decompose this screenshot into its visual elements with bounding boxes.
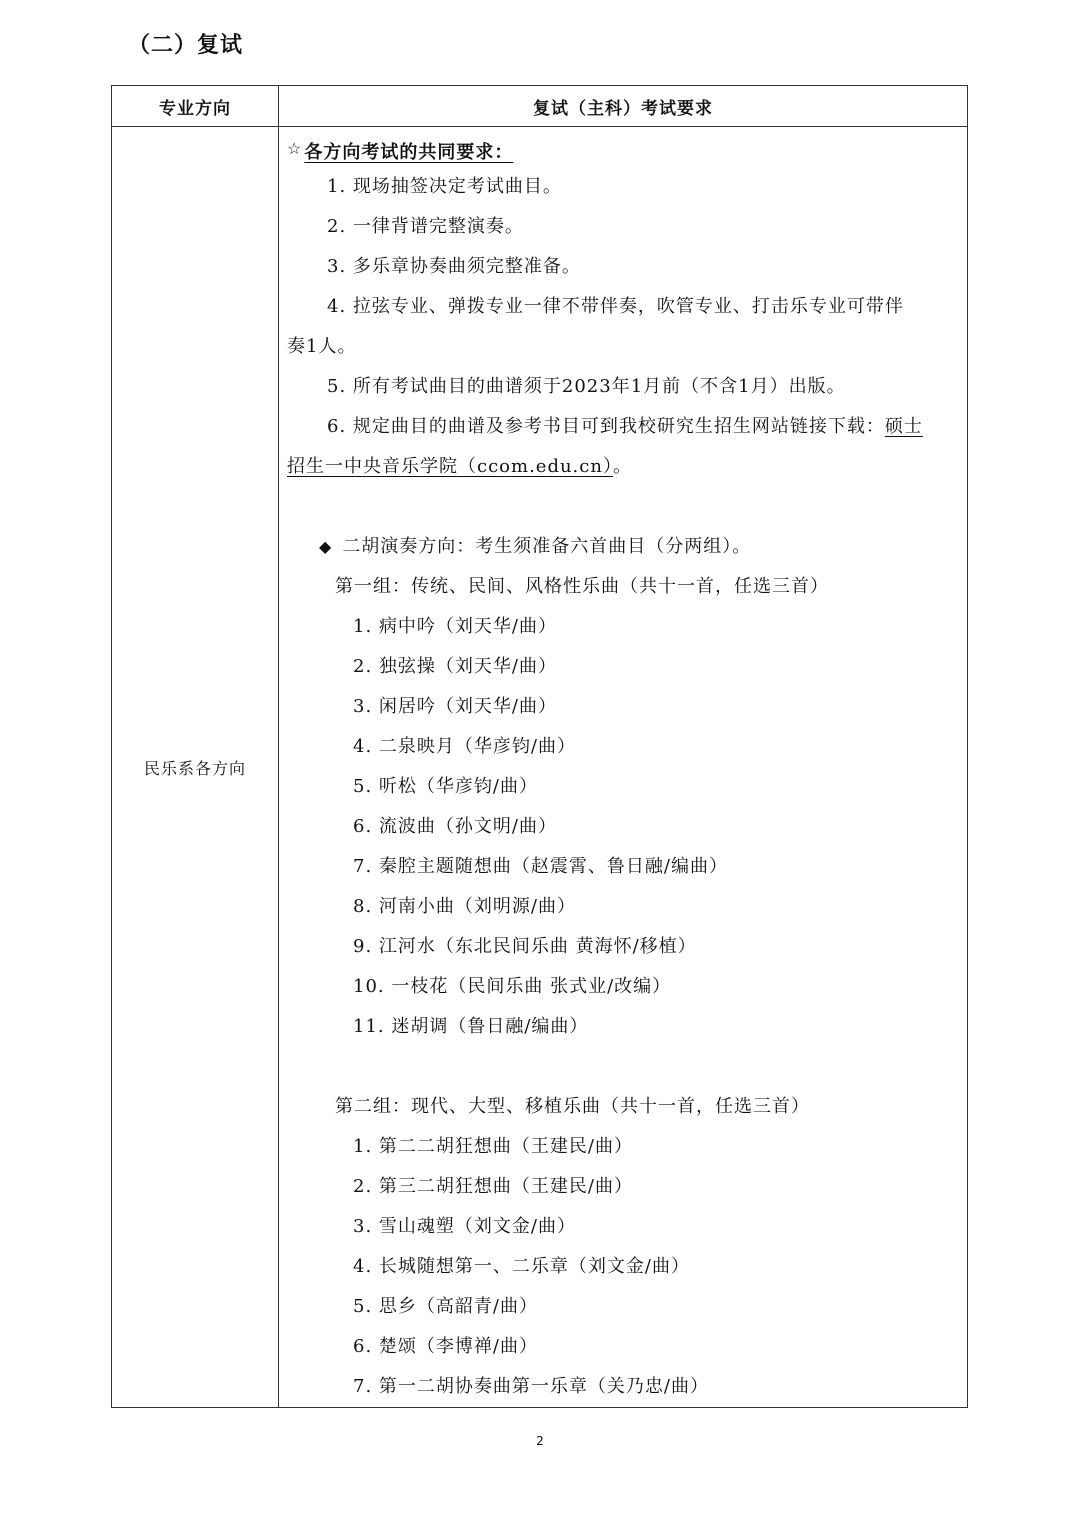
erhu-heading: 二胡演奏方向：考生须准备六首曲目（分两组）。 bbox=[342, 536, 752, 557]
common-item: 奏1人。 bbox=[287, 336, 357, 357]
group2-item: 7. 第一二胡协奏曲第一乐章（关乃忠/曲） bbox=[353, 1376, 709, 1397]
common-item-download-cont bbox=[287, 455, 632, 479]
group1-item: 10. 一枝花（民间乐曲 张式业/改编） bbox=[353, 976, 672, 997]
star-icon: ☆ bbox=[287, 139, 303, 158]
group2-item: 3. 雪山魂塑（刘文金/曲） bbox=[353, 1216, 576, 1237]
common-item: 4. 拉弦专业、弹拨专业一律不带伴奏，吹管专业、打击乐专业可带伴 bbox=[327, 296, 904, 317]
header-major-direction: 专业方向 bbox=[159, 98, 231, 119]
erhu-heading-line bbox=[319, 535, 751, 559]
group2-item: 5. 思乡（高韶青/曲） bbox=[353, 1296, 538, 1317]
group1-item: 7. 秦腔主题随想曲（赵震霄、鲁日融/编曲） bbox=[353, 856, 728, 877]
common-item: 5. 所有考试曲目的曲谱须于2023年1月前（不含1月）出版。 bbox=[327, 376, 846, 397]
common-item-download bbox=[327, 415, 923, 439]
group2-item: 2. 第三二胡狂想曲（王建民/曲） bbox=[353, 1176, 633, 1197]
header-exam-requirements: 复试（主科）考试要求 bbox=[533, 98, 713, 119]
group1-item: 1. 病中吟（刘天华/曲） bbox=[353, 616, 557, 637]
group1-item: 4. 二泉映月（华彦钧/曲） bbox=[353, 736, 576, 757]
group1-title: 第一组：传统、民间、风格性乐曲（共十一首，任选三首） bbox=[335, 576, 829, 597]
common-item: 1. 现场抽签决定考试曲目。 bbox=[327, 176, 562, 197]
page-number: 2 bbox=[536, 1434, 544, 1448]
download-text: 6. 规定曲目的曲谱及参考书目可到我校研究生招生网站链接下载： bbox=[327, 416, 885, 437]
group1-item: 8. 河南小曲（刘明源/曲） bbox=[353, 896, 576, 917]
group1-item: 9. 江河水（东北民间乐曲 黄海怀/移植） bbox=[353, 936, 697, 957]
group1-item: 3. 闲居吟（刘天华/曲） bbox=[353, 696, 557, 717]
download-end: 。 bbox=[612, 456, 632, 477]
requirements-table bbox=[111, 85, 968, 1408]
common-heading: 各方向考试的共同要求： bbox=[304, 142, 514, 163]
common-item: 3. 多乐章协奏曲须完整准备。 bbox=[327, 256, 581, 277]
group1-item: 2. 独弦操（刘天华/曲） bbox=[353, 656, 557, 677]
group2-item: 4. 长城随想第一、二乐章（刘文金/曲） bbox=[353, 1256, 690, 1277]
group1-item: 5. 听松（华彦钧/曲） bbox=[353, 776, 538, 797]
group2-item: 6. 楚颂（李博禅/曲） bbox=[353, 1336, 538, 1357]
common-heading-line bbox=[287, 137, 513, 165]
group2-title: 第二组：现代、大型、移植乐曲（共十一首，任选三首） bbox=[335, 1096, 810, 1117]
group1-item: 6. 流波曲（孙文明/曲） bbox=[353, 816, 557, 837]
requirements-content bbox=[279, 127, 967, 1407]
admissions-link[interactable]: 硕士 bbox=[884, 416, 923, 437]
diamond-bullet-icon: ◆ bbox=[319, 537, 333, 556]
admissions-link-cont[interactable]: 招生一中央音乐学院（ccom.edu.cn） bbox=[287, 456, 613, 477]
group1-item: 11. 迷胡调（鲁日融/编曲） bbox=[353, 1016, 589, 1037]
group2-item: 1. 第二二胡狂想曲（王建民/曲） bbox=[353, 1136, 633, 1157]
common-item: 2. 一律背谱完整演奏。 bbox=[327, 216, 524, 237]
major-direction-cell: 民乐系各方向 bbox=[143, 758, 246, 778]
section-title: （二）复试 bbox=[128, 33, 244, 58]
